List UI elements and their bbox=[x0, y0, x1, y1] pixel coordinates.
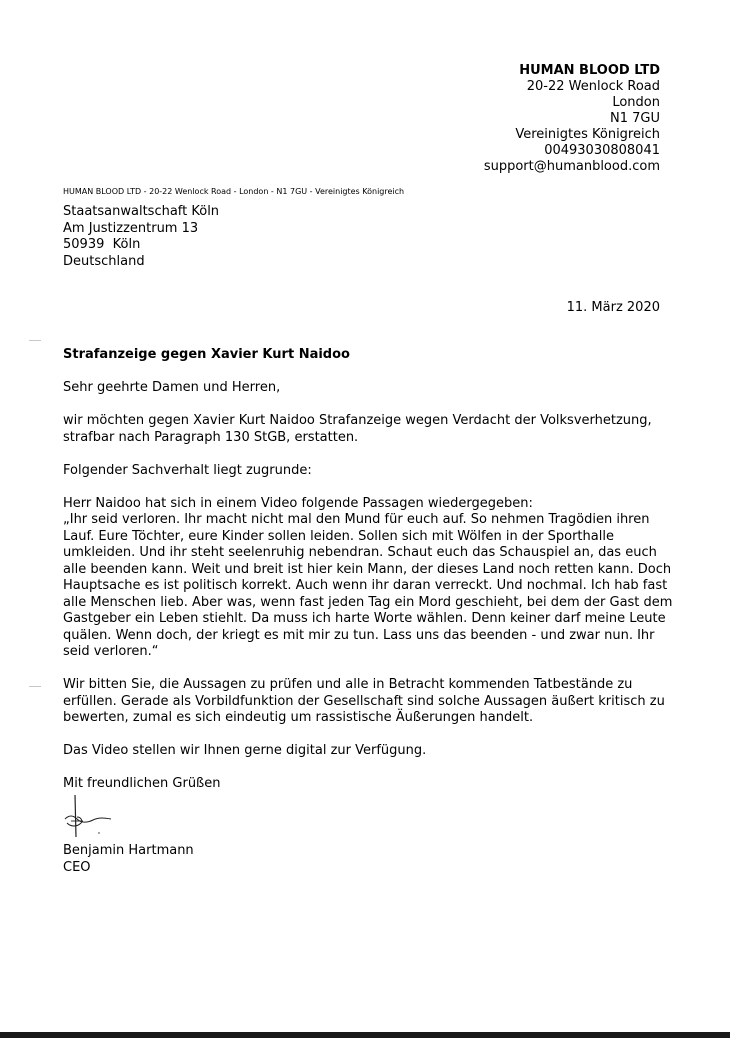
signer-title: CEO bbox=[63, 859, 91, 875]
facts-lead: Herr Naidoo hat sich in einem Video folgende Passagen wiedergegeben: bbox=[63, 495, 533, 511]
recipient-city: 50939 Köln bbox=[63, 237, 141, 252]
bottom-edge-bar bbox=[0, 1032, 730, 1038]
handwritten-signature bbox=[63, 793, 123, 843]
signer-name: Benjamin Hartmann bbox=[63, 843, 194, 858]
recipient-name: Staatsanwaltschaft Köln bbox=[63, 204, 220, 219]
sender-address bbox=[484, 63, 660, 175]
paragraph-intro: wir möchten gegen Xavier Kurt Naidoo Strafanzeige wegen Verdacht der Volksverhetzung, strafbar nach Paragraph 130 StGB, erstatten. bbox=[63, 413, 652, 445]
paragraph-offer: Das Video stellen wir Ihnen gerne digital zur Verfügung. bbox=[63, 743, 427, 758]
salutation: Sehr geehrte Damen und Herren, bbox=[63, 380, 281, 395]
paragraph-facts-heading: Folgender Sachverhalt liegt zugrunde: bbox=[63, 462, 312, 478]
recipient-country: Deutschland bbox=[63, 253, 145, 269]
sender-country: Vereinigtes Königreich bbox=[515, 127, 660, 142]
fold-mark-bottom bbox=[29, 686, 41, 687]
recipient-street: Am Justizzentrum 13 bbox=[63, 220, 199, 236]
signer-block bbox=[63, 843, 194, 876]
sender-city: London bbox=[612, 95, 660, 110]
letter-body bbox=[63, 380, 673, 809]
sender-email: support@humanblood.com bbox=[483, 159, 660, 174]
sender-company: HUMAN BLOOD LTD bbox=[519, 63, 660, 78]
paragraph-request: Wir bitten Sie, die Aussagen zu prüfen und alle in Betracht kommenden Tatbestände zu erfüllen. Gerade als Vorbildfunktion der Gesellschaft sind solche Aussagen äußert kritisch zu bewerten, zumal es sich eindeutig um rassistische Äußerungen handelt. bbox=[63, 677, 665, 725]
sender-phone: 00493030808041 bbox=[544, 143, 660, 158]
quoted-passage: „Ihr seid verloren. Ihr macht nicht mal den Mund für euch auf. So nehmen Tragödien ihren Lauf. Eure Töchter, eure Kinder sollen leiden. Sollen sich mit Wölfen in der Sporthalle umkleiden. Und ihr steht seelenruhig nebendran. Schaut euch das Schauspiel an, das euch alle beenden kann. Weit und breit ist hier kein Mann, der dieses Land noch retten kann. Doch Hauptsache es ist politisch korrekt. Auch wenn ihr daran verreckt. Und nochmal. Ich hab fast alle Menschen lieb. Aber was, wenn fast jeden Tag ein Mord geschieht, bei dem der Gast dem Gastgeber ein Leben stiehlt. Da muss ich harte Worte wählen. Denn keiner darf meine Leute quälen. Wenn doch, der kriegt es mit mir zu tun. Lass uns das beenden - und zwar nun. Ihr seid verloren.“ bbox=[63, 512, 673, 659]
return-address-line: HUMAN BLOOD LTD - 20-22 Wenlock Road - London - N1 7GU - Vereinigtes Königreich bbox=[63, 187, 405, 196]
recipient-address bbox=[63, 204, 219, 270]
closing-phrase: Mit freundlichen Grüßen bbox=[63, 776, 221, 791]
letter-date: 11. März 2020 bbox=[566, 300, 660, 315]
sender-street: 20-22 Wenlock Road bbox=[526, 79, 660, 94]
sender-postcode: N1 7GU bbox=[610, 111, 660, 126]
subject-line: Strafanzeige gegen Xavier Kurt Naidoo bbox=[63, 347, 350, 362]
fold-mark-top bbox=[29, 340, 41, 341]
paragraph-facts bbox=[63, 496, 673, 661]
